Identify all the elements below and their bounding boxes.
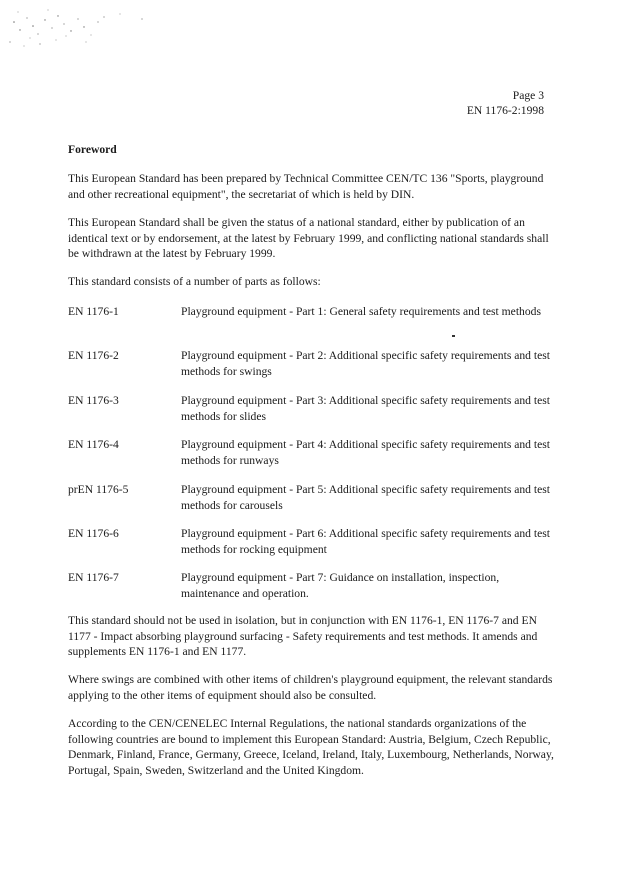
part-description: Playground equipment - Part 4: Additional specific safety requirements and test methods for runways — [181, 438, 550, 467]
part-code: EN 1176-3 — [68, 394, 119, 407]
part-description: Playground equipment - Part 3: Additional specific safety requirements and test methods for slides — [181, 394, 550, 423]
foreword-heading: Foreword — [68, 143, 117, 156]
paragraph-conjunction: This standard should not be used in isolation, but in conjunction with EN 1176-1, EN 1176-7 and EN 1177 - Impact absorbing playground surfacing - Safety requirements and test methods. It amends and supplements EN 1176-1 and EN 1177. — [68, 614, 538, 658]
part-code: EN 1176-1 — [68, 305, 119, 318]
paragraph-committee: This European Standard has been prepared by Technical Committee CEN/TC 136 "Sports, playground and other recreational equipment", the secretariat of which is held by DIN. — [68, 172, 544, 201]
paragraph-status: This European Standard shall be given the status of a national standard, either by publication of an identical text or by endorsement, at the latest by February 1999, and conflicting national standards shall be withdrawn at the latest by February 1999. — [68, 216, 549, 260]
scan-noise — [0, 0, 160, 60]
part-code: EN 1176-6 — [68, 527, 119, 540]
document-id: EN 1176-2:1998 — [466, 104, 544, 117]
part-code: prEN 1176-5 — [68, 483, 129, 496]
paragraph-combined-items: Where swings are combined with other items of children's playground equipment, the relevant standards applying to the other items of equipment should also be consulted. — [68, 673, 553, 702]
part-code: EN 1176-4 — [68, 438, 119, 451]
part-code: EN 1176-7 — [68, 571, 119, 584]
part-description: Playground equipment - Part 7: Guidance on installation, inspection, maintenance and operation. — [181, 571, 500, 600]
part-description: Playground equipment - Part 5: Additional specific safety requirements and test methods for carousels — [181, 483, 550, 512]
paragraph-regulations: According to the CEN/CENELEC Internal Regulations, the national standards organizations of the following countries are bound to implement this European Standard: Austria, Belgium, Czech Republic, Denmark, Finland, France, Germany, Greece, Iceland, Ireland, Italy, Luxembourg, Netherlands, Norway, Portugal, Spain, Sweden, Switzerland and the United Kingdom. — [68, 717, 554, 777]
scan-mark — [452, 335, 455, 337]
page-number: Page 3 — [512, 89, 544, 102]
part-code: EN 1176-2 — [68, 349, 119, 362]
part-description: Playground equipment - Part 2: Additional specific safety requirements and test methods for swings — [181, 349, 550, 378]
page-header — [467, 88, 544, 118]
paragraph-parts-intro: This standard consists of a number of parts as follows: — [68, 275, 321, 288]
part-description: Playground equipment - Part 6: Additional specific safety requirements and test methods for rocking equipment — [181, 527, 550, 556]
part-description: Playground equipment - Part 1: General safety requirements and test methods — [181, 305, 541, 318]
